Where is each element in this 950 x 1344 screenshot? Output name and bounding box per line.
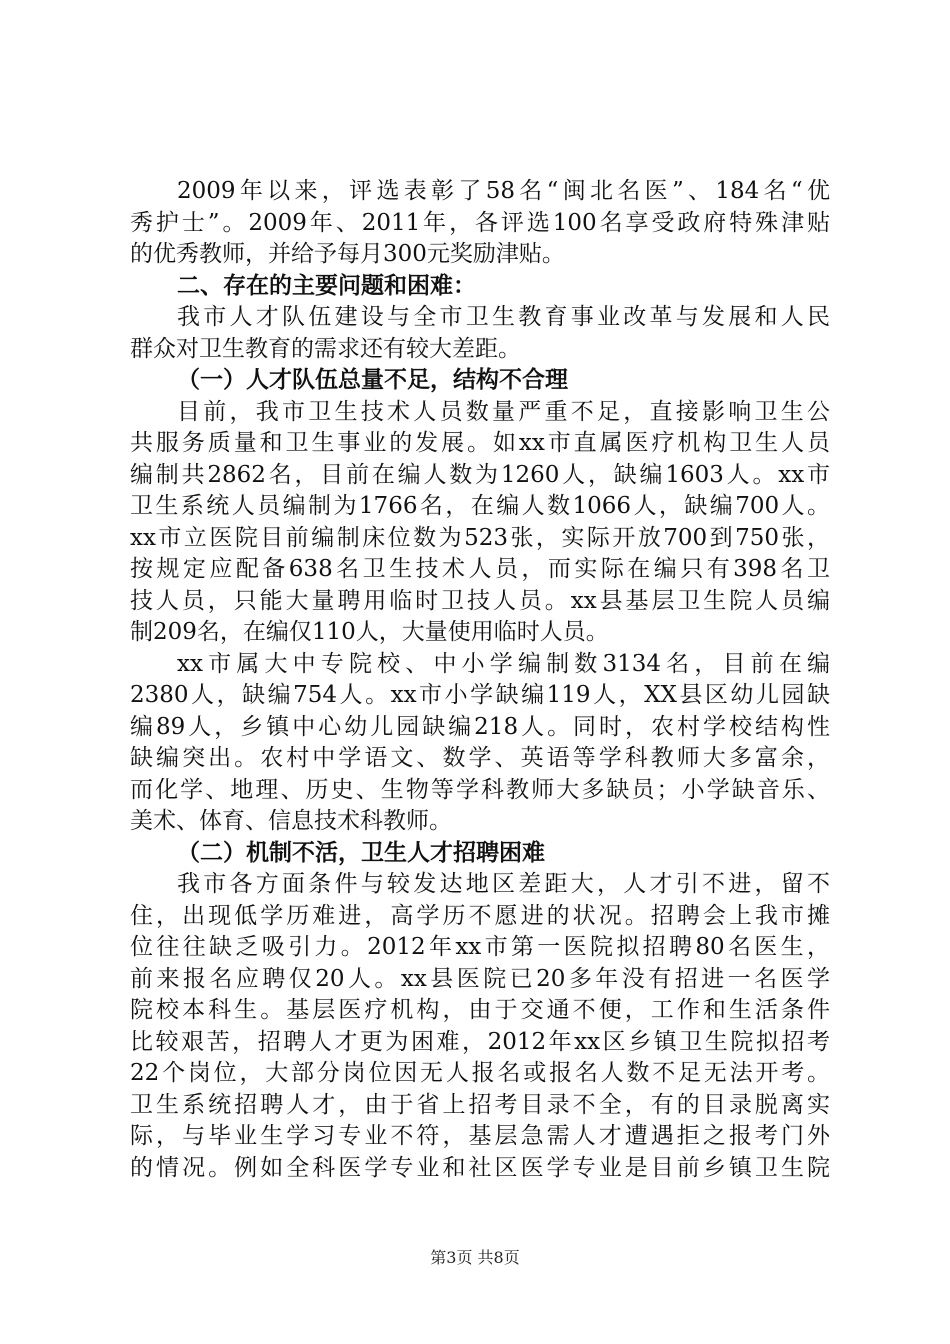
text-line: 而化学、地理、历史、生物等学科教师大多缺员；小学缺音乐、 <box>130 776 830 803</box>
text-line: 卫生系统招聘人才，由于省上招考目录不全，有的目录脱离实 <box>130 1091 830 1118</box>
subsection-heading: （二）机制不活，卫生人才招聘困难 <box>177 839 545 866</box>
text-line: 际，与毕业生学习专业不符，基层急需人才遭遇拒之报考门外 <box>130 1123 830 1149</box>
text-line: 美术、体育、信息技术科教师。 <box>130 808 452 834</box>
text-line: 我市人才队伍建设与全市卫生教育事业改革与发展和人民 <box>177 304 830 330</box>
text-line: 比较艰苦，招聘人才更为困难，2012年xx区乡镇卫生院拟招考 <box>130 1028 830 1055</box>
subsection-heading: （一）人才队伍总量不足，结构不合理 <box>177 367 568 393</box>
document-body <box>130 176 830 1184</box>
text-line: 按规定应配备638名卫生技术人员，而实际在编只有398名卫 <box>130 556 830 582</box>
text-line: xx市立医院目前编制床位数为523张，实际开放700到750张， <box>130 524 830 551</box>
text-line: 共服务质量和卫生事业的发展。如xx市直属医疗机构卫生人员 <box>130 430 830 456</box>
text-line: 卫生系统人员编制为1766名，在编人数1066人，缺编700人。 <box>130 493 830 519</box>
text-line: 制209名，在编仅110人，大量使用临时人员。 <box>130 619 609 645</box>
text-line: 的优秀教师，并给予每月300元奖励津贴。 <box>130 241 565 267</box>
text-line: 前来报名应聘仅20人。xx县医院已20多年没有招进一名医学 <box>130 965 830 992</box>
text-line: 群众对卫生教育的需求还有较大差距。 <box>130 335 521 362</box>
text-line: 缺编突出。农村中学语文、数学、英语等学科教师大多富余， <box>130 745 830 771</box>
text-line: xx市属大中专院校、中小学编制数3134名，目前在编 <box>177 650 830 677</box>
page-number-footer: 第3页 共8页 <box>430 1248 520 1267</box>
section-heading: 二、存在的主要问题和困难： <box>177 272 476 299</box>
text-line: 编制共2862名，目前在编人数为1260人，缺编1603人。xx市 <box>130 461 830 488</box>
text-line: 22个岗位，大部分岗位因无人报名或报名人数不足无法开考。 <box>130 1060 830 1086</box>
text-line: 技人员，只能大量聘用临时卫技人员。xx县基层卫生院人员编 <box>130 587 830 614</box>
text-line: 2009年以来，评选表彰了58名“闽北名医”、184名“优 <box>177 178 830 204</box>
text-line: 我市各方面条件与较发达地区差距大，人才引不进，留不 <box>177 871 830 897</box>
text-line: 目前，我市卫生技术人员数量严重不足，直接影响卫生公 <box>177 398 830 425</box>
text-line: 院校本科生。基层医疗机构，由于交通不便，工作和生活条件 <box>130 997 830 1023</box>
text-line: 位往往缺乏吸引力。2012年xx市第一医院拟招聘80名医生， <box>130 934 830 960</box>
text-line: 的情况。例如全科医学专业和社区医学专业是目前乡镇卫生院 <box>130 1154 830 1181</box>
text-line: 编89人，乡镇中心幼儿园缺编218人。同时，农村学校结构性 <box>130 713 830 740</box>
text-line: 2380人，缺编754人。xx市小学缺编119人，XX县区幼儿园缺 <box>130 682 830 708</box>
text-line: 秀护士”。2009年、2011年，各评选100名享受政府特殊津贴 <box>130 209 830 236</box>
text-line: 住，出现低学历难进，高学历不愿进的状况。招聘会上我市摊 <box>130 902 830 929</box>
